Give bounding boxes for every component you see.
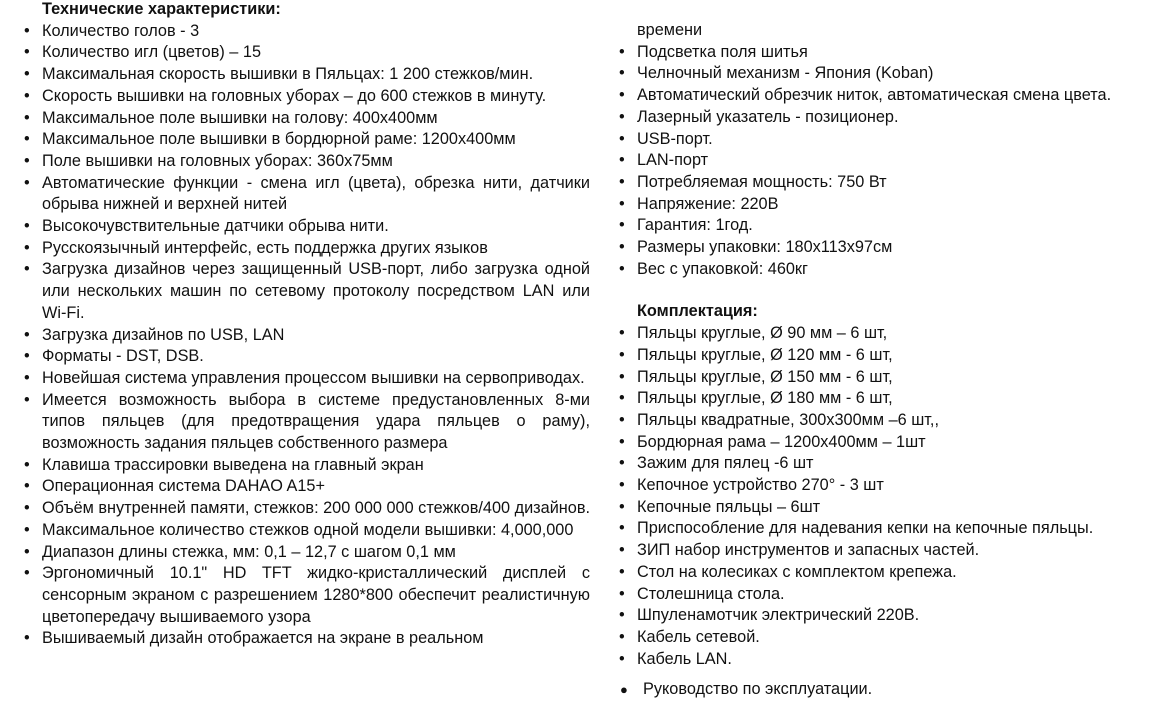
list-item: • Высокочувствительные датчики обрыва нити. <box>22 216 590 238</box>
list-item: • Максимальное количество стежков одной модели вышивки: 4,000,000 <box>22 520 590 542</box>
list-item: • Челночный механизм - Япония (Koban) <box>617 63 1160 85</box>
list-item: • Подсветка поля шитья <box>617 42 1160 64</box>
list-item: • Максимальное поле вышивки на голову: 400х400мм <box>22 108 590 130</box>
list-item: • Размеры упаковки: 180x113x97см <box>617 237 1160 259</box>
list-item: • Столешница стола. <box>617 584 1160 606</box>
manual-item: ● Руководство по эксплуатации. <box>617 679 1160 701</box>
list-item: • Кабель сетевой. <box>617 627 1160 649</box>
list-item: • Кепочное устройство 270° - 3 шт <box>617 475 1160 497</box>
specs-list <box>22 21 590 650</box>
list-item: • Максимальное поле вышивки в бордюрной раме: 1200х400мм <box>22 129 590 151</box>
manual-list <box>617 679 1160 701</box>
list-item: • Поле вышивки на головных уборах: 360х75мм <box>22 151 590 173</box>
left-column <box>22 0 590 650</box>
list-item: • Пяльцы круглые, Ø 90 мм – 6 шт, <box>617 323 1160 345</box>
list-item: • Количество голов - 3 <box>22 21 590 43</box>
list-item: • Зажим для пялец -6 шт <box>617 453 1160 475</box>
list-item: • Вышиваемый дизайн отображается на экране в реальном <box>22 628 590 650</box>
list-item: • Приспособление для надевания кепки на кепочные пяльцы. <box>617 518 1160 540</box>
list-item: • Форматы - DST, DSB. <box>22 346 590 368</box>
list-item: • Эргономичный 10.1" HD TFT жидко-кристаллический дисплей с сенсорным экраном с разрешением 1280*800 обеспечит реалистичную цветопередачу вышиваемого узора <box>22 563 590 628</box>
list-item: • Количество игл (цветов) – 15 <box>22 42 590 64</box>
list-item: • Новейшая система управления процессом вышивки на сервоприводах. <box>22 368 590 390</box>
right-column <box>617 20 1160 701</box>
list-item: • Объём внутренней памяти, стежков: 200 000 000 стежков/400 дизайнов. <box>22 498 590 520</box>
list-item: • Скорость вышивки на головных уборах – до 600 стежков в минуту. <box>22 86 590 108</box>
list-item: • Напряжение: 220В <box>617 194 1160 216</box>
list-item: • USB-порт. <box>617 129 1160 151</box>
list-item: • Русскоязычный интерфейс, есть поддержка других языков <box>22 238 590 260</box>
list-item: • Пяльцы круглые, Ø 150 мм - 6 шт, <box>617 367 1160 389</box>
list-item: • ЗИП набор инструментов и запасных частей. <box>617 540 1160 562</box>
list-item: • Потребляемая мощность: 750 Вт <box>617 172 1160 194</box>
list-item: • Загрузка дизайнов через защищенный USB-порт, либо загрузка одной или нескольких машин по сетевому протоколу посредством LAN или Wi-Fi. <box>22 259 590 324</box>
specs-continuation: времени <box>637 21 703 39</box>
list-item: • Лазерный указатель - позиционер. <box>617 107 1160 129</box>
list-item: • Кепочные пяльцы – 6шт <box>617 497 1160 519</box>
list-item: • Пяльцы квадратные, 300х300мм –6 шт,, <box>617 410 1160 432</box>
list-item: • LAN-порт <box>617 150 1160 172</box>
kit-list <box>617 323 1160 670</box>
specs-list-continued <box>617 42 1160 281</box>
list-item: • Имеется возможность выбора в системе предустановленных 8-ми типов пяльцев (для предотвращения удара пяльцев о раму), возможность задания пяльцев собственного размера <box>22 390 590 455</box>
list-item: • Вес с упаковкой: 460кг <box>617 259 1160 281</box>
kit-heading: Комплектация: <box>637 302 758 321</box>
list-item: • Операционная система DAHAO A15+ <box>22 476 590 498</box>
list-item: • Гарантия: 1год. <box>617 215 1160 237</box>
list-item: • Загрузка дизайнов по USB, LAN <box>22 325 590 347</box>
specs-heading: Технические характеристики: <box>42 0 281 18</box>
list-item: • Шпуленамотчик электрический 220В. <box>617 605 1160 627</box>
list-item: • Диапазон длины стежка, мм: 0,1 – 12,7 с шагом 0,1 мм <box>22 542 590 564</box>
list-item: • Пяльцы круглые, Ø 120 мм - 6 шт, <box>617 345 1160 367</box>
list-item: • Автоматические функции - смена игл (цвета), обрезка нити, датчики обрыва нижней и верхней нитей <box>22 173 590 216</box>
list-item: • Клавиша трассировки выведена на главный экран <box>22 455 590 477</box>
list-item: • Стол на колесиках с комплектом крепежа. <box>617 562 1160 584</box>
list-item: • Автоматический обрезчик ниток, автоматическая смена цвета. <box>617 85 1160 107</box>
list-item: • Максимальная скорость вышивки в Пяльцах: 1 200 стежков/мин. <box>22 64 590 86</box>
list-item: • Пяльцы круглые, Ø 180 мм - 6 шт, <box>617 388 1160 410</box>
list-item: • Бордюрная рама – 1200х400мм – 1шт <box>617 432 1160 454</box>
list-item: • Кабель LAN. <box>617 649 1160 671</box>
